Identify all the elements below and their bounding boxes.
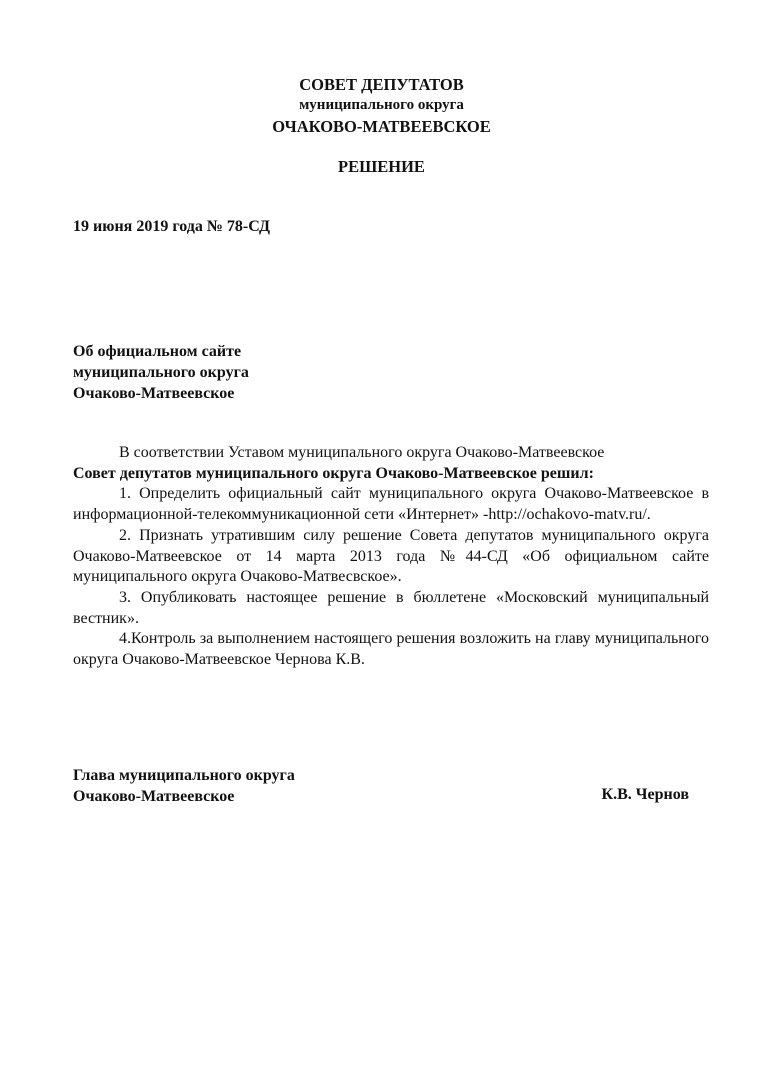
item-4-paragraph: 4.Контроль за выполнением настоящего решения возложить на главу муниципального округа Очаково-Матвеевское Чернова К.В.: [73, 630, 709, 669]
decision-intro: Совет депутатов муниципального округа Очаково-Матвеевское решил:: [73, 464, 594, 482]
signatory-name: К.В. Чернов: [601, 786, 689, 803]
district-label: муниципального округа: [299, 97, 464, 113]
decision-subject: [73, 341, 249, 404]
date-and-number: 19 июня 2019 года № 78-СД: [73, 218, 270, 235]
item-3-paragraph: 3. Опубликовать настоящее решение в бюллетене «Московский муниципальный вестник».: [73, 588, 709, 627]
document-type: РЕШЕНИЕ: [338, 157, 425, 176]
signatory-title-line-1: Глава муниципального округа: [73, 767, 295, 784]
district-name: ОЧАКОВО-МАТВЕЕВСКОЕ: [272, 117, 491, 136]
item-1-paragraph: 1. Определить официальный сайт муниципального округа Очаково-Матвеевское в информационной-телекоммуникационной сети «Интернет» -http://ochakovo-matv.ru/.: [73, 485, 709, 524]
signatory-title-line-2: Очаково-Матвеевское: [73, 788, 235, 805]
preamble-paragraph: В соответствии Уставом муниципального округа Очаково-Матвеевское: [119, 444, 605, 461]
council-title: СОВЕТ ДЕПУТАТОВ: [299, 75, 464, 94]
signatory-title: [73, 765, 295, 807]
subject-line-1: Об официальном сайте: [73, 343, 242, 360]
item-2-paragraph: 2. Признать утратившим силу решение Совета депутатов муниципального округа Очаково-Матвеевское от 14 марта 2013 года №44-СД «Об официальном сайте муниципального округа Очаково-Матвесвское».: [73, 526, 709, 586]
decision-body: [73, 443, 709, 671]
subject-line-2: муниципального округа: [73, 364, 249, 381]
subject-line-3: Очаково-Матвеевское: [73, 385, 235, 402]
